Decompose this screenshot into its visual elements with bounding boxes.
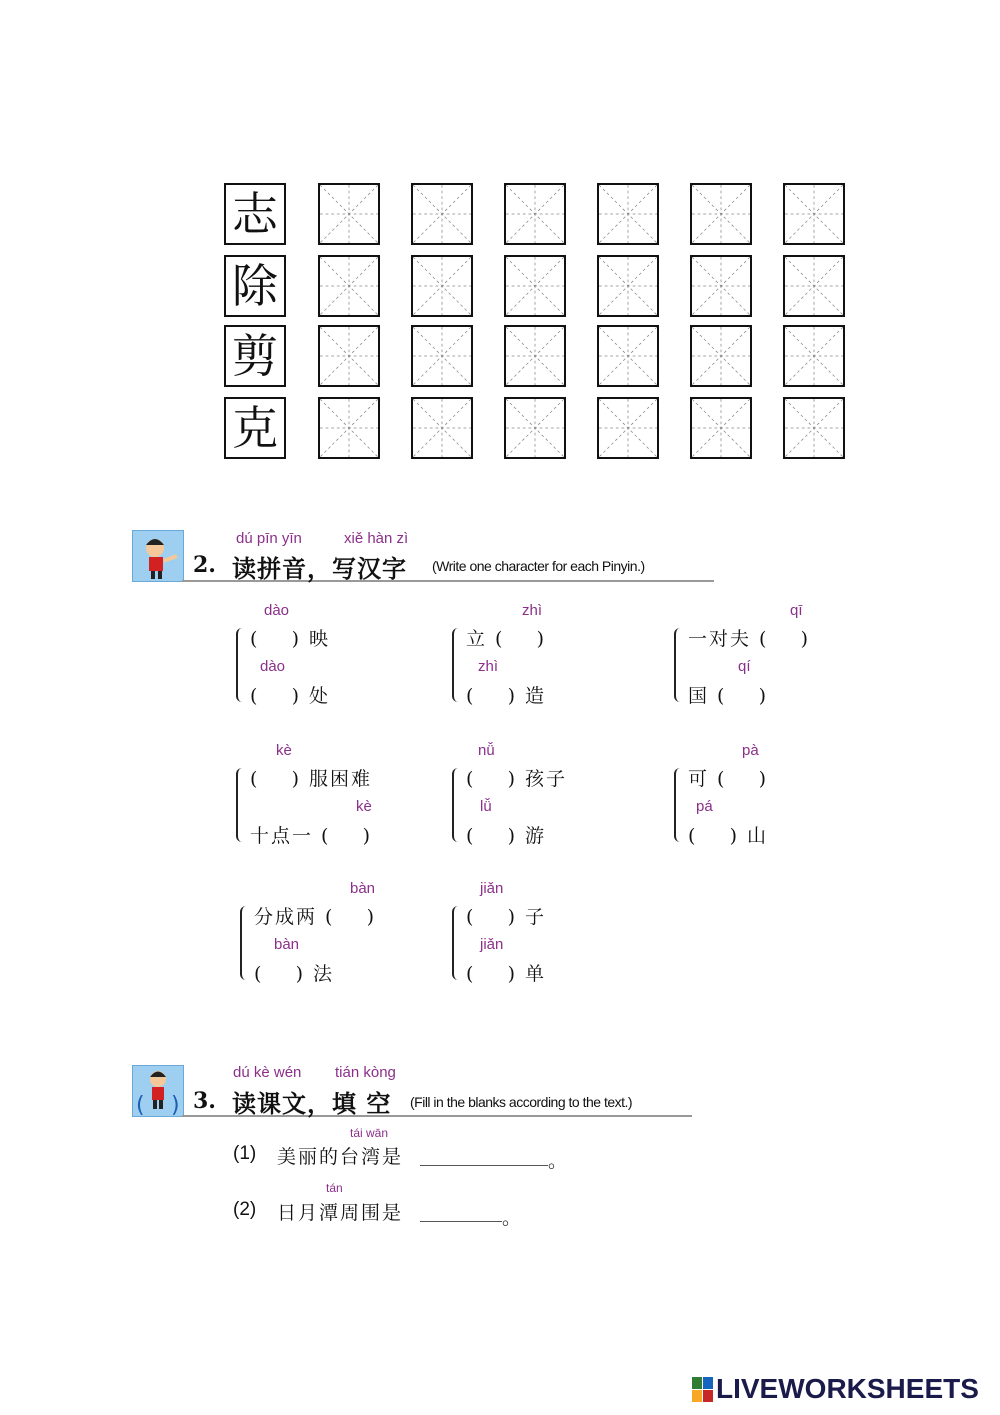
line1-text[interactable]: ( ) 孩子 bbox=[466, 768, 568, 790]
item-pinyin: tái wān bbox=[350, 1126, 389, 1140]
practice-writing-cell[interactable] bbox=[504, 325, 566, 387]
section-instruction: (Write one character for each Pinyin.) bbox=[432, 558, 645, 574]
model-character-cell bbox=[224, 183, 286, 245]
practice-writing-cell[interactable] bbox=[318, 183, 380, 245]
line2-pinyin: dào bbox=[260, 658, 286, 675]
practice-writing-cell[interactable] bbox=[411, 325, 473, 387]
practice-writing-cell[interactable] bbox=[783, 255, 845, 317]
header-pinyin: tián kòng bbox=[335, 1064, 396, 1081]
line1-text[interactable]: 一对夫 ( ) bbox=[688, 628, 811, 650]
line1-text[interactable]: 分成两 ( ) bbox=[254, 906, 377, 928]
item-end: 。 bbox=[502, 1207, 524, 1229]
group-brace bbox=[236, 768, 246, 842]
line1-pinyin: pà bbox=[742, 742, 759, 759]
line2-pinyin: zhì bbox=[478, 658, 499, 675]
practice-writing-cell[interactable] bbox=[318, 397, 380, 459]
item-label: (1) bbox=[233, 1143, 257, 1164]
practice-writing-cell[interactable] bbox=[690, 255, 752, 317]
line1-pinyin: zhì bbox=[522, 602, 543, 619]
practice-writing-cell[interactable] bbox=[318, 325, 380, 387]
item-text: 日月潭周围是 bbox=[277, 1202, 404, 1224]
line2-text[interactable]: ( ) 山 bbox=[688, 825, 769, 847]
line1-text[interactable]: 立 ( ) bbox=[466, 628, 547, 650]
line1-pinyin: kè bbox=[276, 742, 292, 759]
model-character: 志 bbox=[232, 187, 278, 241]
practice-writing-cell[interactable] bbox=[690, 397, 752, 459]
line1-pinyin: dào bbox=[264, 602, 290, 619]
line2-text[interactable]: 十点一 ( ) bbox=[250, 825, 373, 847]
item-text: 美丽的台湾是 bbox=[277, 1146, 404, 1168]
group-brace bbox=[452, 768, 462, 842]
live-logo-icon bbox=[692, 1377, 714, 1403]
line2-pinyin: kè bbox=[356, 798, 372, 815]
child-mascot-icon bbox=[132, 530, 184, 582]
line2-text[interactable]: ( ) 处 bbox=[250, 685, 331, 707]
section-number: 2. bbox=[193, 552, 216, 578]
section-instruction: (Fill in the blanks according to the text.) bbox=[410, 1094, 633, 1110]
group-brace bbox=[240, 906, 250, 980]
practice-writing-cell[interactable] bbox=[504, 255, 566, 317]
line1-text[interactable]: 可 ( ) bbox=[688, 768, 769, 790]
practice-writing-cell[interactable] bbox=[411, 183, 473, 245]
line2-text[interactable]: 国 ( ) bbox=[688, 685, 769, 707]
group-brace bbox=[236, 628, 246, 702]
practice-writing-cell[interactable] bbox=[783, 183, 845, 245]
group-brace bbox=[674, 768, 684, 842]
item-label: (2) bbox=[233, 1199, 257, 1220]
group-brace bbox=[452, 906, 462, 980]
practice-writing-cell[interactable] bbox=[690, 325, 752, 387]
practice-writing-cell[interactable] bbox=[597, 397, 659, 459]
header-pinyin: dú pīn yīn bbox=[236, 530, 302, 547]
header-pinyin: dú kè wén bbox=[233, 1064, 302, 1081]
section-number: 3. bbox=[193, 1088, 216, 1114]
line2-pinyin: lǚ bbox=[480, 798, 492, 815]
group-brace bbox=[674, 628, 684, 702]
practice-writing-cell[interactable] bbox=[318, 255, 380, 317]
model-character: 剪 bbox=[232, 329, 278, 383]
model-character: 克 bbox=[232, 401, 278, 455]
answer-blank[interactable] bbox=[420, 1165, 548, 1166]
practice-writing-cell[interactable] bbox=[597, 325, 659, 387]
practice-writing-cell[interactable] bbox=[411, 397, 473, 459]
line2-text[interactable]: ( ) 游 bbox=[466, 825, 547, 847]
item-end: 。 bbox=[548, 1150, 570, 1172]
svg-text:): ) bbox=[171, 1093, 180, 1116]
line2-text[interactable]: ( ) 造 bbox=[466, 685, 547, 707]
line1-pinyin: bàn bbox=[350, 880, 376, 897]
group-brace bbox=[452, 628, 462, 702]
line2-pinyin: qí bbox=[738, 658, 751, 675]
line2-pinyin: jiǎn bbox=[480, 936, 504, 953]
practice-writing-cell[interactable] bbox=[504, 183, 566, 245]
header-pinyin: xiě hàn zì bbox=[344, 530, 409, 547]
model-character: 除 bbox=[232, 259, 278, 313]
practice-writing-cell[interactable] bbox=[783, 397, 845, 459]
line1-pinyin: qī bbox=[790, 602, 803, 619]
item-pinyin: tán bbox=[326, 1181, 343, 1195]
practice-writing-cell[interactable] bbox=[411, 255, 473, 317]
line2-text[interactable]: ( ) 法 bbox=[254, 963, 335, 985]
svg-text:(: ( bbox=[136, 1093, 145, 1116]
model-character-cell bbox=[224, 255, 286, 317]
practice-writing-cell[interactable] bbox=[783, 325, 845, 387]
child-mascot-icon bbox=[132, 1065, 184, 1117]
section-title: 读拼音，写汉字 bbox=[232, 554, 407, 583]
line1-pinyin: jiǎn bbox=[480, 880, 504, 897]
model-character-cell bbox=[224, 397, 286, 459]
line1-text[interactable]: ( ) 服困难 bbox=[250, 768, 373, 790]
line1-pinyin: nǚ bbox=[478, 742, 495, 759]
line2-pinyin: pá bbox=[696, 798, 713, 815]
practice-writing-cell[interactable] bbox=[690, 183, 752, 245]
line1-text[interactable]: ( ) 子 bbox=[466, 906, 547, 928]
line1-text[interactable]: ( ) 映 bbox=[250, 628, 331, 650]
practice-writing-cell[interactable] bbox=[597, 255, 659, 317]
line2-text[interactable]: ( ) 单 bbox=[466, 963, 547, 985]
answer-blank[interactable] bbox=[420, 1221, 502, 1222]
line2-pinyin: bàn bbox=[274, 936, 300, 953]
practice-writing-cell[interactable] bbox=[504, 397, 566, 459]
brand-name: LIVEWORKSHEETS bbox=[716, 1373, 979, 1404]
section-title: 读课文，填 空 bbox=[232, 1089, 392, 1118]
model-character-cell bbox=[224, 325, 286, 387]
practice-writing-cell[interactable] bbox=[597, 183, 659, 245]
